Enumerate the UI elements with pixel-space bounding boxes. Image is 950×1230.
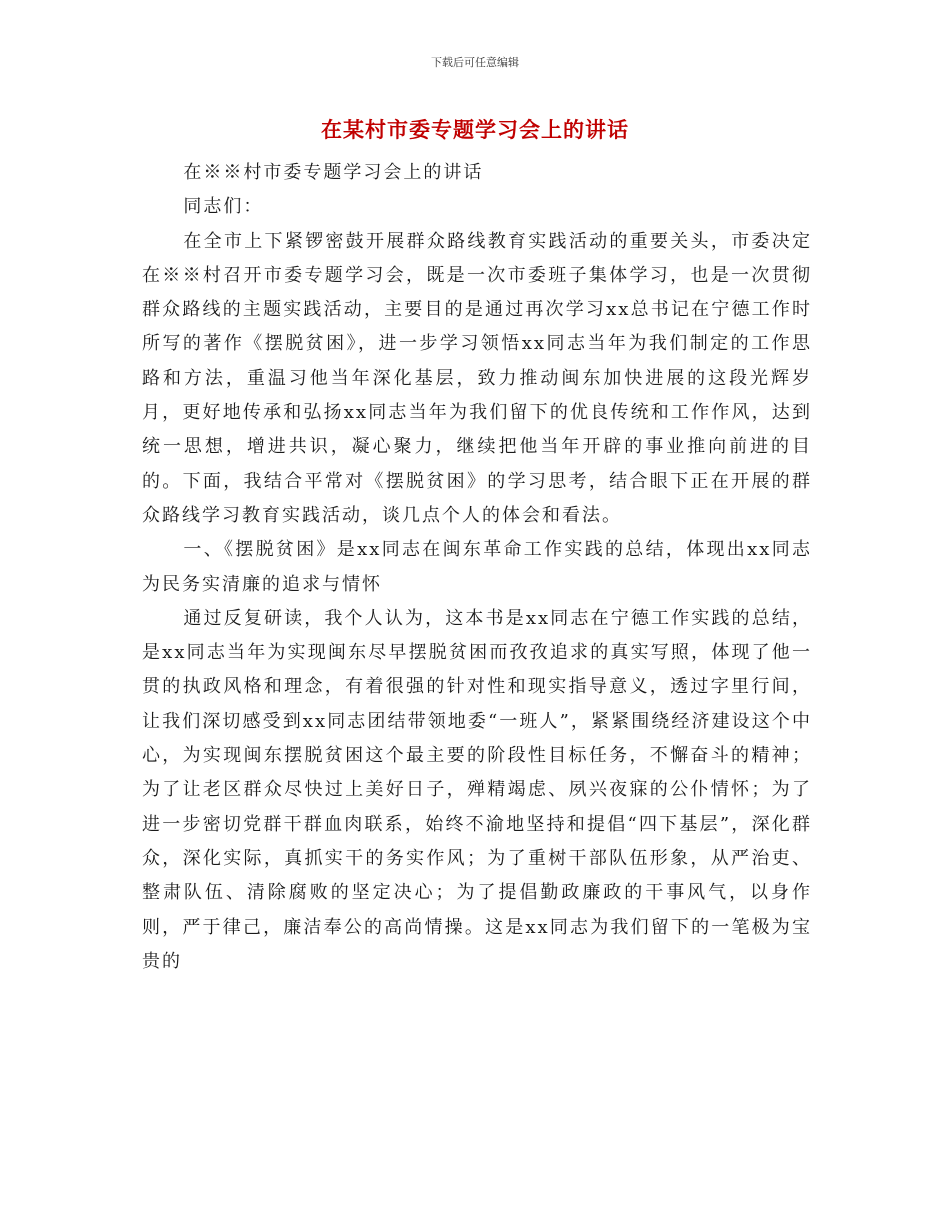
body-paragraph: 一、《摆脱贫困》是xx同志在闽东革命工作实践的总结，体现出xx同志为民务实清廉的追求与情怀 — [142, 539, 812, 595]
body-paragraph: 同志们： — [183, 196, 264, 218]
document-title: 在某村市委专题学习会上的讲话 — [321, 117, 629, 142]
body-paragraph: 在全市上下紧锣密鼓开展群众路线教育实践活动的重要关头，市委决定在※※村召开市委专题学习会，既是一次市委班子集体学习，也是一次贯彻群众路线的主题实践活动，主要目的是通过再次学习xx总书记在宁德工作时所写的著作《摆脱贫困》，进一步学习领悟xx同志当年为我们制定的工作思路和方法，重温习他当年深化基层，致力推动闽东加快进展的这段光辉岁月，更好地传承和弘扬xx同志当年为我们留下的优良传统和工作作风，达到统一思想，增进共识，凝心聚力，继续把他当年开辟的事业推向前进的目的。下面，我结合平常对《摆脱贫困》的学习思考，结合眼下正在开展的群众路线学习教育实践活动，谈几点个人的体会和看法。 — [142, 230, 812, 526]
body-paragraph: 通过反复研读，我个人认为，这本书是xx同志在宁德工作实践的总结，是xx同志当年为实现闽东尽早摆脱贫困而孜孜追求的真实写照，体现了他一贯的执政风格和理念，有着很强的针对性和现实指导意义，透过字里行间，让我们深切感受到xx同志团结带领地委“一班人”，紧紧围绕经济建设这个中心，为实现闽东摆脱贫困这个最主要的阶段性目标任务，不懈奋斗的精神；为了让老区群众尽快过上美好日子，殚精竭虑、夙兴夜寐的公仆情怀；为了进一步密切党群干群血肉联系，始终不渝地坚持和提倡“四下基层”，深化群众，深化实际，真抓实干的务实作风；为了重树干部队伍形象，从严治吏、整肃队伍、清除腐败的坚定决心；为了提倡勤政廉政的干事风气，以身作则，严于律己，廉洁奉公的高尚情操。这是xx同志为我们留下的一笔极为宝贵的 — [142, 607, 812, 972]
header-note: 下载后可任意编辑 — [431, 56, 519, 69]
body-paragraph: 在※※村市委专题学习会上的讲话 — [183, 162, 484, 183]
document-body — [142, 156, 812, 979]
